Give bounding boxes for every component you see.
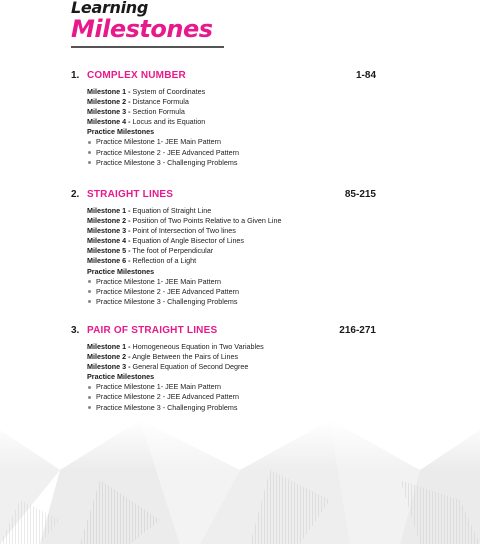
milestone-item: Milestone 1 - Equation of Straight Line xyxy=(87,206,212,215)
milestone-item: Milestone 3 - Point of Intersection of Two lines xyxy=(87,226,236,236)
bullet-icon xyxy=(88,280,91,283)
chapter-items xyxy=(71,87,376,168)
chapter-title: PAIR OF STRAIGHT LINES xyxy=(87,324,218,336)
practice-item: Practice Milestone 2 - JEE Advanced Pattern xyxy=(87,392,376,402)
milestone-item: Milestone 5 - The foot of Perpendicular xyxy=(87,246,214,256)
chapter-title: STRAIGHT LINES xyxy=(87,188,174,200)
bullet-icon xyxy=(88,141,91,144)
milestone-item: Milestone 2 - Angle Between the Pairs of Lines xyxy=(87,352,239,362)
chapter-1 xyxy=(71,68,376,168)
practice-heading: Practice Milestones xyxy=(87,372,155,382)
bullet-icon xyxy=(88,290,91,293)
heading-underline xyxy=(71,46,224,48)
heading-line2: Milestones xyxy=(71,15,213,43)
practice-item: Practice Milestone 2 - JEE Advanced Pattern xyxy=(87,287,376,297)
practice-heading: Practice Milestones xyxy=(87,266,155,276)
practice-item: Practice Milestone 1- JEE Main Pattern xyxy=(87,382,376,392)
bullet-icon xyxy=(88,386,91,389)
chapter-items xyxy=(71,206,376,307)
practice-item: Practice Milestone 3 - Challenging Problems xyxy=(87,158,376,168)
chapter-header[interactable] xyxy=(71,68,376,82)
heading-line1: Learning xyxy=(71,0,149,17)
practice-item: Practice Milestone 1- JEE Main Pattern xyxy=(87,137,376,147)
chapter-items xyxy=(71,342,376,413)
bullet-icon xyxy=(88,161,91,164)
milestone-item: Milestone 1 - System of Coordinates xyxy=(87,87,206,96)
practice-item: Practice Milestone 3 - Challenging Problems xyxy=(87,403,376,413)
bullet-icon xyxy=(88,406,91,409)
practice-heading: Practice Milestones xyxy=(87,127,155,137)
chapter-number: 3. xyxy=(71,324,80,336)
practice-item: Practice Milestone 3 - Challenging Problems xyxy=(87,297,376,307)
practice-item: Practice Milestone 1- JEE Main Pattern xyxy=(87,277,376,287)
chapter-number: 2. xyxy=(71,188,80,200)
milestone-item: Milestone 2 - Distance Formula xyxy=(87,97,189,107)
chapter-title: COMPLEX NUMBER xyxy=(87,69,186,81)
milestone-item: Milestone 4 - Equation of Angle Bisector of Lines xyxy=(87,236,245,246)
chapter-pages: 216-271 xyxy=(339,324,376,336)
bullet-icon xyxy=(88,300,91,303)
chapter-header[interactable] xyxy=(71,187,376,201)
chapter-header[interactable] xyxy=(71,323,376,337)
milestone-item: Milestone 1 - Homogeneous Equation in Two Variables xyxy=(87,342,264,351)
milestone-item: Milestone 4 - Locus and its Equation xyxy=(87,117,206,127)
practice-item: Practice Milestone 2 - JEE Advanced Pattern xyxy=(87,148,376,158)
chapter-number: 1. xyxy=(71,69,80,81)
chapter-3 xyxy=(71,323,376,413)
milestone-item: Milestone 3 - Section Formula xyxy=(87,107,185,117)
milestone-item: Milestone 3 - General Equation of Second Degree xyxy=(87,362,249,372)
page-heading xyxy=(71,0,224,48)
chapter-pages: 1-84 xyxy=(355,69,376,81)
milestone-item: Milestone 2 - Position of Two Points Relative to a Given Line xyxy=(87,216,282,226)
milestone-item: Milestone 6 - Reflection of a Light xyxy=(87,256,197,266)
bullet-icon xyxy=(88,151,91,154)
chapter-pages: 85-215 xyxy=(344,188,376,200)
bullet-icon xyxy=(88,396,91,399)
chapter-2 xyxy=(71,187,376,307)
